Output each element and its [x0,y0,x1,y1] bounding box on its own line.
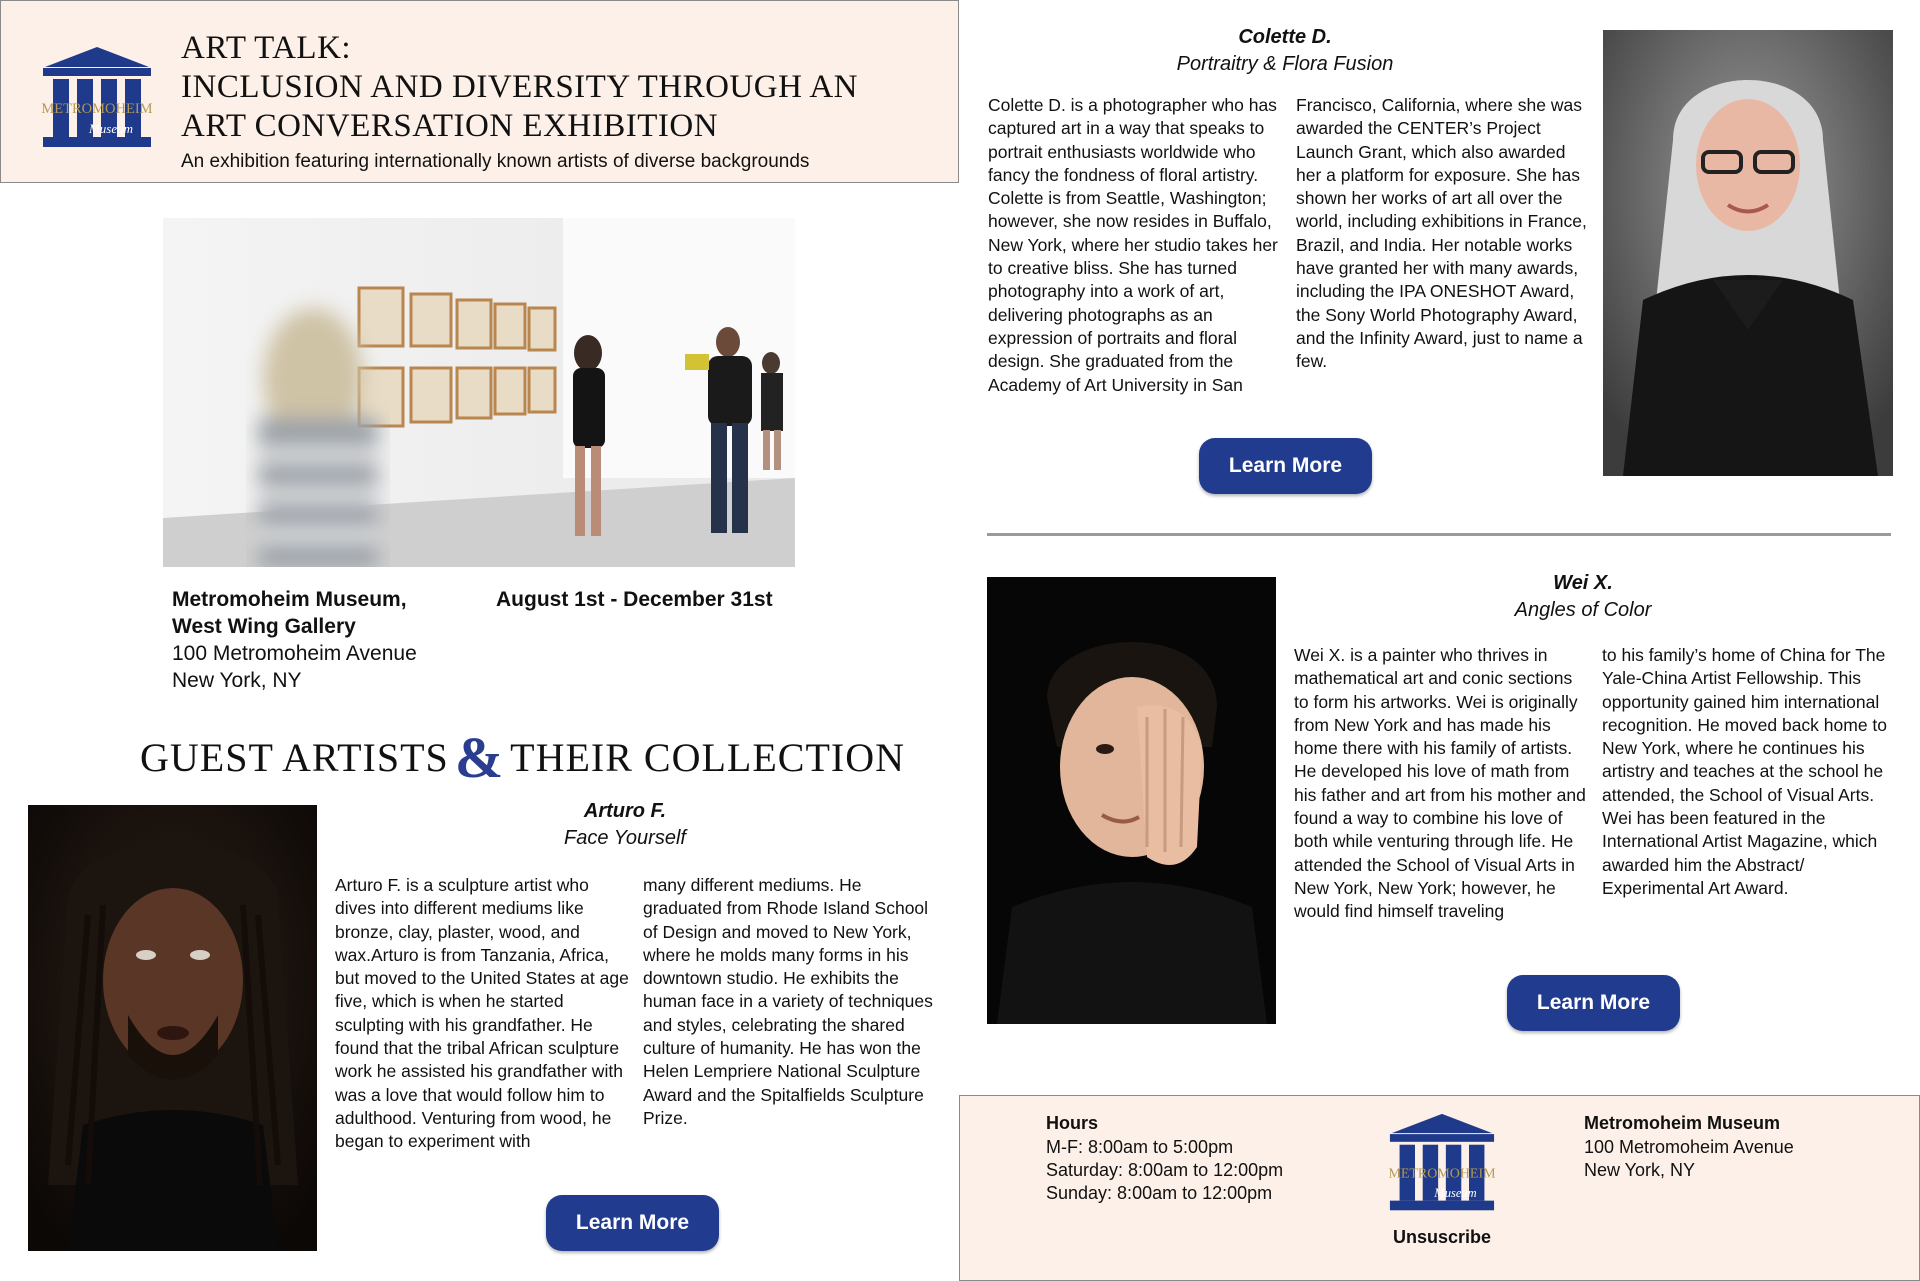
footer-address-line-2: New York, NY [1584,1160,1696,1180]
museum-logo-icon [1383,1110,1501,1218]
artist-name-arturo: Arturo F. [583,800,667,822]
gallery-photo [163,218,795,567]
artist-bio-colette-col2: Francisco, California, where she was awarded the CENTER’s Project Launch Grant, which also awarded her a platform for exposure. She has shown her works of art all over the world, including exhibitions in France, Brazil, and India. Her notable works have granted her with many awards, including the IPA ONESHOT Award, the Sony World Photography Award, and the Infinity Award, just to name a few. [1296,95,1587,372]
venue-name-line-1: Metromoheim Museum, [172,588,407,611]
hours-title: Hours [1046,1113,1099,1133]
ampersand: & [454,725,505,790]
section-divider [987,533,1891,536]
learn-more-button-wei[interactable]: Learn More [1507,975,1680,1031]
artist-bio-arturo-col1: Arturo F. is a sculpture artist who dives into different mediums like bronze, clay, plaster, wood, and wax.Arturo is from Tanzania, Africa, but moved to the United States at age five, which is when he started sculpting with his grandfather. He found that the tribal African sculpture work he assisted his grandfather with was a love that would follow him to adulthood. Venturing from wood, he began to experiment with [335,875,629,1152]
artist-photo-colette [1603,30,1893,476]
guest-heading-part-2: THEIR COLLECTION [510,735,905,780]
guest-heading-part-1: GUEST ARTISTS [140,735,449,780]
artist-photo-arturo [28,805,317,1251]
unsubscribe-link[interactable]: Unsuscribe [1392,1227,1492,1247]
learn-more-button-arturo[interactable]: Learn More [546,1195,719,1251]
svg-text:METROMOHEIM: METROMOHEIM [1388,1166,1496,1182]
page-title [181,29,941,146]
title-line-3: ART CONVERSATION EXHIBITION [181,108,719,144]
footer-museum-name: Metromoheim Museum [1584,1113,1781,1133]
venue-name-line-2: West Wing Gallery [172,615,356,638]
page-subtitle: An exhibition featuring internationally known artists of diverse backgrounds [181,151,810,172]
venue-address-line-1: 100 Metromoheim Avenue [172,642,417,665]
artist-collection-arturo: Face Yourself [564,827,686,849]
svg-text:METROMOHEIM: METROMOHEIM [41,101,153,117]
artist-collection-wei: Angles of Color [1514,599,1652,621]
artist-bio-arturo-col2: many different mediums. He graduated from Rhode Island School of Design and moved to New York, where he molds many forms in his downtown studio. He exhibits the human face in a variety of techniques and styles, celebrating the shared culture of humanity. He has won the Helen Lempriere National Sculpture Award and the Spitalfields Sculpture Prize. [643,875,933,1128]
artist-bio-wei-col2: to his family’s home of China for The Yale-China Artist Fellowship. This opportunity gained him international recognition. He moved back home to New York, where he continues his artistry and teaches at the school he attended, the School of Visual Arts. Wei has been featured in the International Artist Magazine, which awarded him the Abstract/ Experimental Art Award. [1602,645,1888,898]
artist-photo-wei [987,577,1276,1024]
guest-artists-heading [140,724,905,791]
hours-weekdays: M-F: 8:00am to 5:00pm [1046,1137,1234,1157]
venue-address-line-2: New York, NY [172,669,302,692]
exhibition-dates: August 1st - December 31st [496,588,773,611]
footer-address-line-1: 100 Metromoheim Avenue [1584,1137,1794,1157]
footer-panel [959,1095,1920,1281]
museum-logo-icon [37,43,157,155]
artist-bio-wei-col1: Wei X. is a painter who thrives in mathematical art and conic sections to form his artworks. Wei is originally from New York and has made his home there with his family of artists. He developed his love of math from his father and art from his mother and found a way to combine his love of both while venturing through life. He attended the School of Visual Arts in New York, New York; however, he would find himself traveling [1294,645,1586,922]
hours-sunday: Sunday: 8:00am to 12:00pm [1046,1183,1273,1203]
artist-name-colette: Colette D. [1238,26,1332,48]
title-line-2: INCLUSION AND DIVERSITY THROUGH AN [181,69,858,105]
artist-name-wei: Wei X. [1553,572,1613,594]
artist-collection-colette: Portraitry & Flora Fusion [1176,53,1394,75]
learn-more-button-colette[interactable]: Learn More [1199,438,1372,494]
hours-saturday: Saturday: 8:00am to 12:00pm [1046,1160,1284,1180]
svg-text:Museum: Museum [88,121,134,136]
artist-bio-colette-col1: Colette D. is a photographer who has captured art in a way that speaks to portrait enthusiasts worldwide who fancy the fondness of floral artistry. Colette is from Seattle, Washington; however, she now resides in Buffalo, New York, where her studio takes her to creative bliss. She has turned photography into a work of art, delivering photographs as an expression of portraits and floral design. She graduated from the Academy of Art University in San [988,95,1278,395]
svg-text:Museum: Museum [1434,1185,1477,1200]
header-banner [0,0,959,183]
title-line-1: ART TALK: [181,30,352,66]
